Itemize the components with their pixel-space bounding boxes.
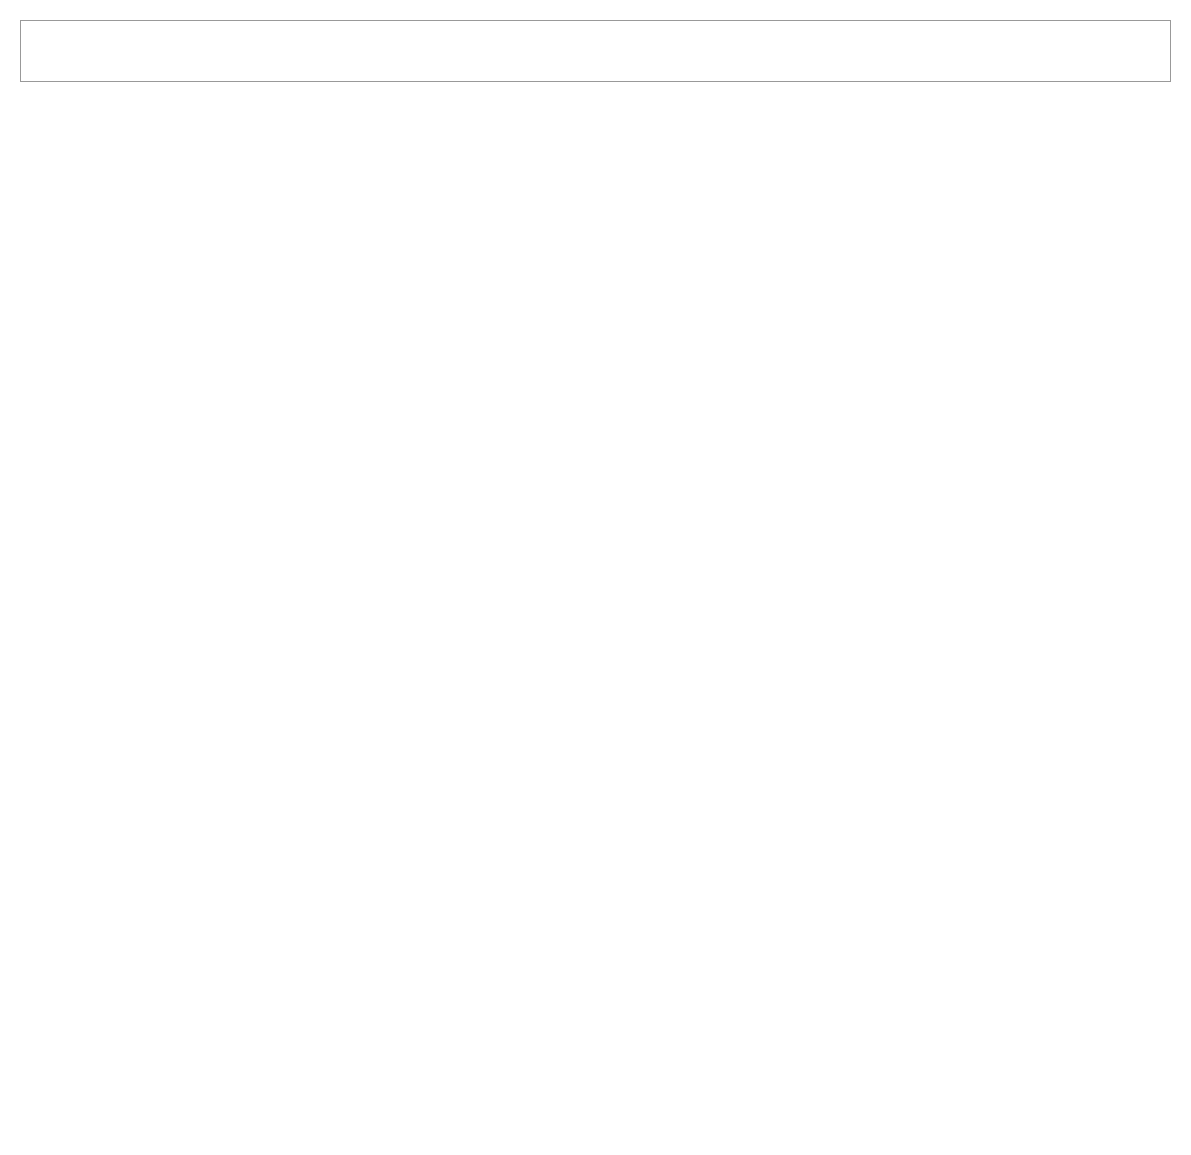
placeholder (20, 20, 1171, 82)
